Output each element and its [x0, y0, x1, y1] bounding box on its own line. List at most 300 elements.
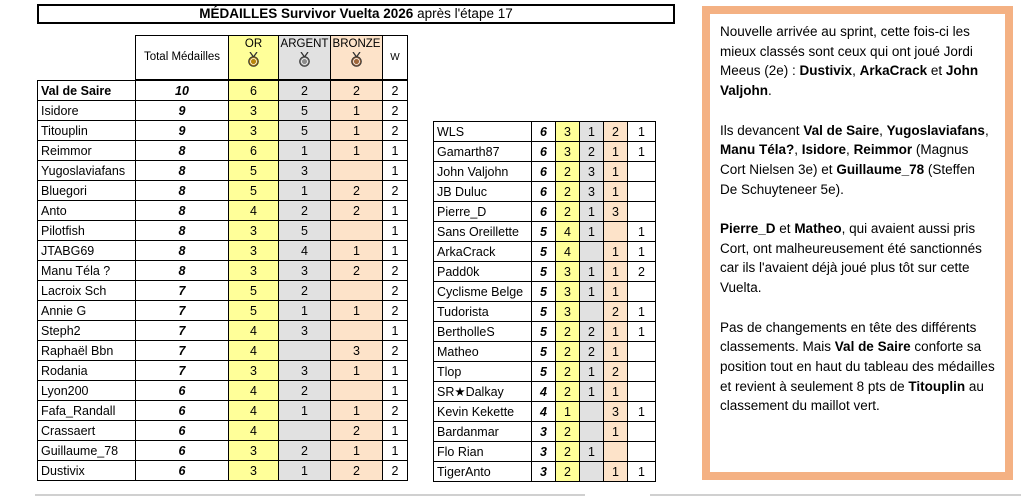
bronze-count: 2: [604, 302, 628, 322]
silver-count: 1: [580, 442, 604, 462]
bronze-count: 1: [331, 301, 383, 321]
text-segment: et: [775, 221, 795, 236]
gold-count: 6: [229, 81, 279, 101]
w-count: 2: [383, 301, 408, 321]
player-name: Sans Oreillette: [434, 222, 532, 242]
silver-count: [580, 462, 604, 482]
gold-count: 3: [229, 121, 279, 141]
w-count: 1: [383, 441, 408, 461]
header-total: [135, 35, 229, 80]
text-segment: .: [768, 83, 772, 99]
header-argent: [278, 35, 331, 80]
gold-count: 2: [556, 202, 580, 222]
table-row: [434, 122, 656, 142]
bronze-count: [331, 321, 383, 341]
w-count: 1: [628, 142, 656, 162]
silver-count: 5: [279, 221, 331, 241]
text-segment: Nouvelle arrivée au sprint, cette fois-ci les mieux classés sont ceux qui ont joué Jordi Meeus (2e) :: [720, 24, 973, 79]
w-count: 1: [383, 161, 408, 181]
player-name: Tlop: [434, 362, 532, 382]
highlighted-name: Val de Saire: [834, 339, 911, 355]
text-segment: , qui avaient aussi pris Cort, ont malheureusement été sanctionnés car ils l'avaient déjà joué plus tôt sur cette Vuelta.: [720, 221, 982, 296]
player-name: ArkaCrack: [434, 242, 532, 262]
bronze-count: [604, 442, 628, 462]
player-name: Titouplin: [38, 121, 136, 141]
highlighted-name: Yugoslaviafans: [886, 122, 985, 138]
table-row: [434, 262, 656, 282]
bronze-count: 2: [331, 421, 383, 441]
silver-count: 4: [279, 241, 331, 261]
divider-left: [35, 494, 585, 496]
silver-count: [279, 341, 331, 361]
text-segment: ,: [852, 63, 860, 79]
commentary-paragraph-4: [720, 318, 995, 417]
total-medals: 8: [136, 221, 229, 241]
player-name: WLS: [434, 122, 532, 142]
player-name: Fafa_Randall: [38, 401, 136, 421]
silver-count: 5: [279, 101, 331, 121]
bronze-count: 2: [331, 201, 383, 221]
table-row: [434, 442, 656, 462]
player-name: Matheo: [434, 342, 532, 362]
player-name: John Valjohn: [434, 162, 532, 182]
gold-count: 2: [556, 382, 580, 402]
bronze-count: 1: [604, 142, 628, 162]
highlighted-name: Titouplin: [908, 378, 966, 394]
w-count: 1: [628, 302, 656, 322]
text-segment: ,: [984, 122, 989, 138]
table-row: [434, 202, 656, 222]
bronze-count: 2: [331, 461, 383, 481]
silver-count: 3: [580, 182, 604, 202]
table-row: [38, 381, 408, 401]
silver-count: [580, 302, 604, 322]
total-medals: 4: [532, 402, 556, 422]
total-medals: 8: [136, 201, 229, 221]
bronze-count: 1: [604, 242, 628, 262]
gold-count: 5: [229, 301, 279, 321]
highlighted-name: Dustivix: [799, 63, 853, 79]
bronze-count: 1: [331, 101, 383, 121]
total-medals: 6: [532, 142, 556, 162]
table-row: [38, 121, 408, 141]
header-total-label: Total Médailles: [143, 51, 221, 63]
gold-count: 2: [556, 342, 580, 362]
bronze-count: 2: [331, 181, 383, 201]
total-medals: 3: [532, 442, 556, 462]
table-row: [434, 342, 656, 362]
w-count: [628, 342, 656, 362]
bronze-count: 1: [604, 422, 628, 442]
gold-count: 3: [556, 282, 580, 302]
commentary-text: [710, 14, 1005, 472]
total-medals: 7: [136, 321, 229, 341]
w-count: 1: [628, 402, 656, 422]
total-medals: 5: [532, 342, 556, 362]
w-count: 1: [628, 222, 656, 242]
gold-count: 3: [229, 101, 279, 121]
bronze-count: [331, 281, 383, 301]
text-segment: Ils devancent: [720, 122, 804, 138]
text-segment: au classement du maillot vert.: [720, 378, 984, 414]
bronze-count: 2: [331, 261, 383, 281]
header-or-label: OR: [244, 38, 263, 50]
table-row: [38, 81, 408, 101]
w-count: [628, 442, 656, 462]
commentary-paragraph-1: [720, 22, 995, 101]
total-medals: 7: [136, 301, 229, 321]
player-name: Reimmor: [38, 141, 136, 161]
player-name: Anto: [38, 201, 136, 221]
gold-count: 3: [556, 262, 580, 282]
total-medals: 8: [136, 141, 229, 161]
table-row: [434, 182, 656, 202]
player-name: Rodania: [38, 361, 136, 381]
commentary-paragraph-2: [720, 121, 995, 200]
table-row: [434, 282, 656, 302]
total-medals: 6: [532, 162, 556, 182]
player-name: Annie G: [38, 301, 136, 321]
gold-count: 2: [556, 182, 580, 202]
silver-count: 1: [279, 141, 331, 161]
highlighted-name: Matheo: [794, 221, 842, 236]
silver-count: 2: [580, 342, 604, 362]
text-segment: (Steffen De Schuyteneer 5e).: [720, 161, 975, 197]
total-medals: 8: [136, 261, 229, 281]
bronze-count: [331, 381, 383, 401]
gold-count: 3: [229, 241, 279, 261]
silver-count: [580, 242, 604, 262]
w-count: 1: [383, 141, 408, 161]
silver-count: 2: [279, 381, 331, 401]
player-name: Yugoslaviafans: [38, 161, 136, 181]
silver-count: 3: [279, 161, 331, 181]
silver-count: 1: [580, 202, 604, 222]
w-count: 1: [628, 462, 656, 482]
silver-count: 3: [279, 361, 331, 381]
title-suffix: après l'étape 17: [413, 6, 513, 21]
table-row: [434, 302, 656, 322]
highlighted-name: John Valjohn: [720, 63, 979, 99]
w-count: 2: [383, 121, 408, 141]
text-segment: ,: [846, 142, 854, 158]
silver-count: 2: [279, 81, 331, 101]
gold-count: 5: [229, 181, 279, 201]
w-count: 1: [383, 201, 408, 221]
w-count: 1: [383, 381, 408, 401]
header-bronze-label: BRONZE: [332, 38, 381, 50]
bronze-count: 3: [604, 402, 628, 422]
bronze-count: 2: [604, 362, 628, 382]
table-row: [38, 321, 408, 341]
total-medals: 6: [532, 202, 556, 222]
w-count: 2: [383, 181, 408, 201]
table-row: [434, 322, 656, 342]
table-row: [38, 301, 408, 321]
silver-count: 1: [279, 181, 331, 201]
gold-count: 2: [556, 362, 580, 382]
player-name: Guillaume_78: [38, 441, 136, 461]
player-name: Crassaert: [38, 421, 136, 441]
player-name: Tudorista: [434, 302, 532, 322]
text-segment: (Magnus Cort Nielsen 3e) et: [720, 142, 969, 177]
bronze-count: 2: [331, 81, 383, 101]
w-count: 1: [383, 241, 408, 261]
total-medals: 7: [136, 281, 229, 301]
total-medals: 8: [136, 181, 229, 201]
bronze-count: 1: [604, 182, 628, 202]
player-name: Dustivix: [38, 461, 136, 481]
player-name: Lacroix Sch: [38, 281, 136, 301]
total-medals: 6: [136, 441, 229, 461]
silver-count: 1: [580, 122, 604, 142]
w-count: [628, 382, 656, 402]
w-count: [628, 362, 656, 382]
gold-count: 4: [229, 201, 279, 221]
total-medals: 7: [136, 341, 229, 361]
gold-count: 4: [556, 242, 580, 262]
w-count: 2: [383, 81, 408, 101]
highlighted-name: Manu Téla?: [720, 142, 795, 158]
gold-count: 4: [229, 381, 279, 401]
total-medals: 5: [532, 222, 556, 242]
silver-count: 1: [580, 262, 604, 282]
w-count: 1: [628, 122, 656, 142]
silver-count: 1: [279, 301, 331, 321]
total-medals: 8: [136, 161, 229, 181]
silver-count: 3: [279, 321, 331, 341]
bronze-count: 1: [331, 441, 383, 461]
gold-count: 2: [556, 162, 580, 182]
total-medals: 5: [532, 362, 556, 382]
table-row: [38, 201, 408, 221]
w-count: 2: [628, 262, 656, 282]
header-argent-label: ARGENT: [280, 38, 329, 50]
table-row: [38, 441, 408, 461]
w-count: [628, 182, 656, 202]
w-count: [628, 202, 656, 222]
table-row: [434, 362, 656, 382]
table-row: [38, 361, 408, 381]
w-count: [628, 422, 656, 442]
total-medals: 4: [532, 382, 556, 402]
table-row: [434, 242, 656, 262]
total-medals: 10: [136, 81, 229, 101]
player-name: Steph2: [38, 321, 136, 341]
silver-count: 1: [580, 382, 604, 402]
gold-count: 3: [229, 261, 279, 281]
silver-count: [279, 421, 331, 441]
total-medals: 9: [136, 121, 229, 141]
bronze-count: [331, 161, 383, 181]
table-row: [434, 462, 656, 482]
text-segment: Pas de changements en tête des différents classements. Mais: [720, 319, 977, 355]
gold-count: 4: [229, 321, 279, 341]
table-row: [38, 421, 408, 441]
bronze-count: 1: [331, 121, 383, 141]
gold-count: 3: [556, 122, 580, 142]
player-name: Lyon200: [38, 381, 136, 401]
total-medals: 6: [532, 182, 556, 202]
gold-count: 3: [229, 361, 279, 381]
silver-count: 2: [279, 281, 331, 301]
table-row: [38, 461, 408, 481]
player-name: Manu Téla ?: [38, 261, 136, 281]
table-row: [38, 101, 408, 121]
gold-count: 4: [229, 421, 279, 441]
header-or: [228, 35, 279, 80]
total-medals: 5: [532, 282, 556, 302]
player-name: BertholleS: [434, 322, 532, 342]
text-segment: conforte sa position tout en haut du tableau des médailles et revient à seulement 8 pts de: [720, 339, 995, 394]
gold-count: 3: [556, 142, 580, 162]
table-row: [38, 261, 408, 281]
player-name: Cyclisme Belge: [434, 282, 532, 302]
header-w: [382, 35, 408, 80]
silver-count: 2: [580, 322, 604, 342]
title-main: MÉDAILLES Survivor Vuelta 2026: [199, 6, 414, 21]
highlighted-name: Isidore: [801, 142, 847, 158]
player-name: Flo Rian: [434, 442, 532, 462]
player-name: Raphaël Bbn: [38, 341, 136, 361]
gold-count: 3: [229, 461, 279, 481]
bronze-count: 1: [331, 241, 383, 261]
gold-count: 3: [556, 302, 580, 322]
w-count: 1: [383, 421, 408, 441]
bronze-count: 1: [331, 141, 383, 161]
gold-count: 2: [556, 442, 580, 462]
highlighted-name: Reimmor: [853, 142, 913, 158]
table-row: [38, 341, 408, 361]
total-medals: 7: [136, 361, 229, 381]
silver-count: 1: [279, 461, 331, 481]
player-name: Isidore: [38, 101, 136, 121]
w-count: [628, 162, 656, 182]
highlighted-name: ArkaCrack: [859, 63, 928, 79]
bronze-count: [331, 221, 383, 241]
player-name: Bluegori: [38, 181, 136, 201]
text-segment: ,: [879, 122, 887, 138]
total-medals: 5: [532, 262, 556, 282]
gold-count: 3: [229, 441, 279, 461]
gold-count: 4: [229, 341, 279, 361]
total-medals: 5: [532, 302, 556, 322]
bronze-count: 1: [604, 462, 628, 482]
table-row: [434, 402, 656, 422]
bronze-count: 3: [604, 202, 628, 222]
text-segment: et: [927, 63, 946, 79]
silver-count: 3: [279, 261, 331, 281]
bronze-count: 3: [331, 341, 383, 361]
bronze-count: [604, 222, 628, 242]
table-row: [434, 422, 656, 442]
divider-right: [650, 494, 1021, 496]
silver-count: [580, 402, 604, 422]
player-name: JTABG69: [38, 241, 136, 261]
gold-count: 4: [229, 401, 279, 421]
player-name: Bardanmar: [434, 422, 532, 442]
silver-count: 2: [279, 441, 331, 461]
table-row: [434, 162, 656, 182]
header-w-label: W: [390, 52, 400, 63]
table-row: [434, 222, 656, 242]
total-medals: 6: [136, 381, 229, 401]
header-bronze: [330, 35, 383, 80]
silver-count: 2: [580, 142, 604, 162]
gold-count: 1: [556, 402, 580, 422]
player-name: Pilotfish: [38, 221, 136, 241]
silver-count: 1: [580, 362, 604, 382]
silver-count: 5: [279, 121, 331, 141]
w-count: 2: [383, 261, 408, 281]
silver-count: 1: [580, 282, 604, 302]
bronze-count: 1: [604, 162, 628, 182]
total-medals: 6: [532, 122, 556, 142]
gold-count: 2: [556, 462, 580, 482]
w-count: 2: [383, 101, 408, 121]
w-count: 1: [628, 322, 656, 342]
silver-count: [580, 422, 604, 442]
table-row: [434, 142, 656, 162]
bronze-count: 1: [604, 262, 628, 282]
w-count: 1: [383, 361, 408, 381]
w-count: [628, 282, 656, 302]
silver-count: 1: [279, 401, 331, 421]
gold-count: 5: [229, 281, 279, 301]
silver-count: 1: [580, 222, 604, 242]
gold-count: 2: [556, 322, 580, 342]
highlighted-name: Pierre_D: [720, 221, 776, 236]
commentary-paragraph-3: [720, 219, 995, 298]
page-title: [37, 4, 675, 24]
gold-count: 2: [556, 422, 580, 442]
player-name: Padd0k: [434, 262, 532, 282]
bronze-count: 1: [331, 401, 383, 421]
table-row: [38, 241, 408, 261]
table-row: [38, 221, 408, 241]
table-row: [38, 161, 408, 181]
medal-table-right: [433, 121, 656, 482]
bronze-medal-icon: [350, 52, 363, 67]
total-medals: 3: [532, 422, 556, 442]
bronze-count: 2: [604, 122, 628, 142]
table-row: [434, 382, 656, 402]
total-medals: 6: [136, 401, 229, 421]
total-medals: 6: [136, 461, 229, 481]
highlighted-name: Guillaume_78: [836, 161, 925, 177]
bronze-count: 1: [604, 282, 628, 302]
medal-table-left: [37, 80, 408, 481]
gold-medal-icon: [247, 52, 260, 67]
w-count: 2: [383, 281, 408, 301]
total-medals: 3: [532, 462, 556, 482]
w-count: 1: [383, 321, 408, 341]
table-row: [38, 141, 408, 161]
player-name: JB Duluc: [434, 182, 532, 202]
player-name: Gamarth87: [434, 142, 532, 162]
w-count: 2: [383, 461, 408, 481]
w-count: 1: [383, 221, 408, 241]
bronze-count: 1: [331, 361, 383, 381]
total-medals: 8: [136, 241, 229, 261]
total-medals: 5: [532, 322, 556, 342]
total-medals: 6: [136, 421, 229, 441]
table-row: [38, 281, 408, 301]
player-name: Kevin Kekette: [434, 402, 532, 422]
table-row: [38, 401, 408, 421]
player-name: SR★Dalkay: [434, 382, 532, 402]
gold-count: 4: [556, 222, 580, 242]
